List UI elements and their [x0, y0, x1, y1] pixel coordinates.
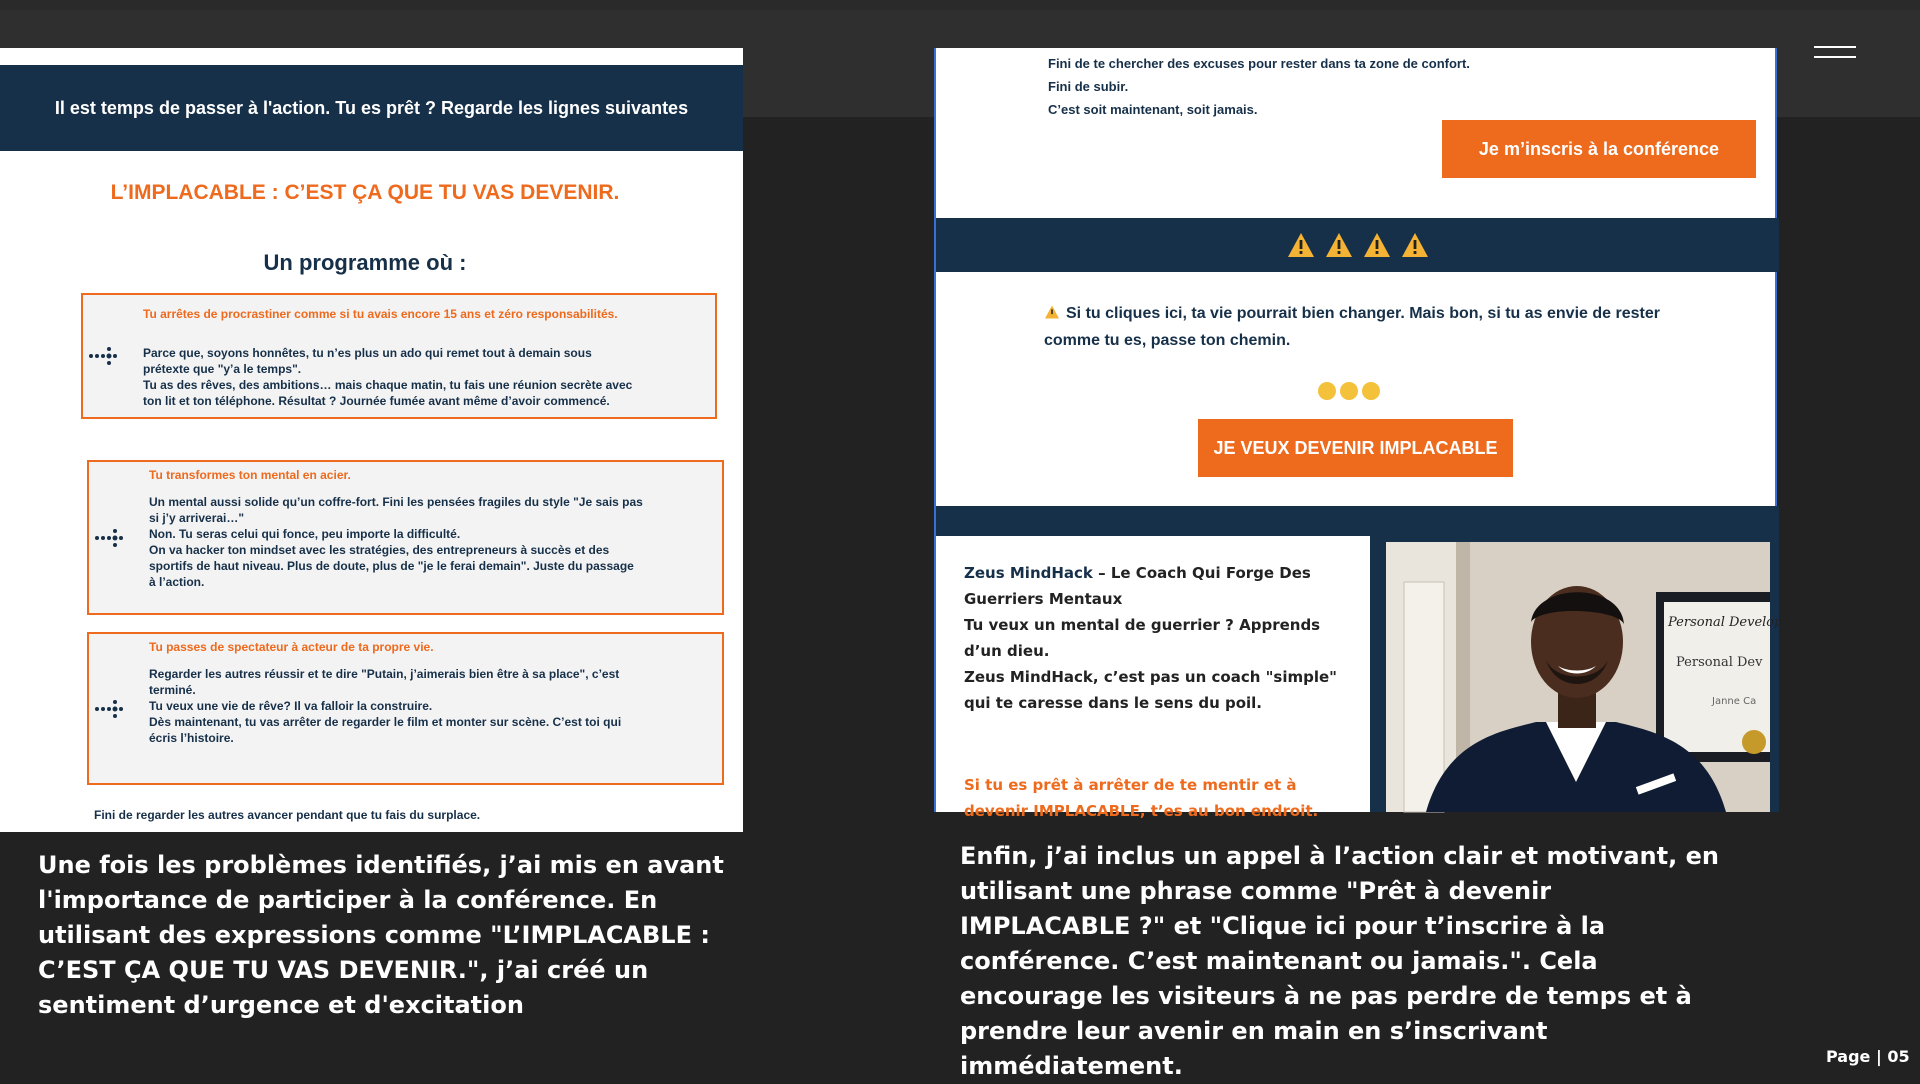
- card-title: Tu arrêtes de procrastiner comme si tu avais encore 15 ans et zéro responsabilités.: [143, 307, 618, 321]
- bio-text: [964, 560, 1359, 716]
- card-body: Un mental aussi solide qu’un coffre-fort. Fini les pensées fragiles du style "Je sais pas si j’y arriverai…" Non. Tu seras celui qui fonce, peu importe la difficulté. On va hacker ton mindset avec les stratégies, des entrepreneurs à succès et des sportifs de haut niveau. Plus de doute, plus de "je le ferai demain". Juste du passage à l’action.: [149, 495, 643, 589]
- caption-right: Enfin, j’ai inclus un appel à l’action clair et motivant, en utilisant une phrase comme "Prêt à devenir IMPLACABLE ?" et "Clique ici pour t’inscrire à la conférence. C’est maintenant ou jamais.". Cela encourage les visiteurs à ne pas perdre de temps et à prendre leur avenir en main en s’inscrivant immédiatement.: [960, 842, 1719, 1080]
- become-implacable-button[interactable]: JE VEUX DEVENIR IMPLACABLE: [1198, 419, 1513, 477]
- bio-line: Tu veux un mental de guerrier ? Apprends d’un dieu.: [964, 616, 1321, 660]
- warning-icon: [1287, 232, 1315, 258]
- landing-page-screenshot-right: [934, 48, 1783, 820]
- dots-icon: [87, 344, 125, 368]
- top-strip: [0, 0, 1920, 10]
- motivation-lines: Fini de te chercher des excuses pour rester dans ta zone de confort. Fini de subir. C’est soit maintenant, soit jamais.: [1048, 56, 1470, 117]
- register-button[interactable]: Je m’inscris à la conférence: [1442, 120, 1756, 178]
- warning-text: [1044, 300, 1684, 354]
- warning-text-content: Si tu cliques ici, ta vie pourrait bien changer. Mais bon, si tu as envie de rester comme tu es, passe ton chemin.: [1044, 305, 1660, 349]
- dots-icon: [93, 526, 131, 550]
- bio-cta: Si tu es prêt à arrêter de te mentir et à devenir IMPLACABLE, t’es au bon endroit.: [964, 776, 1319, 820]
- warning-icon: [1044, 305, 1060, 319]
- certificate-subtitle: Personal Dev: [1676, 655, 1763, 670]
- certificate-title: Personal Develop: [1668, 615, 1783, 630]
- coach-name: Zeus MindHack: [964, 564, 1093, 582]
- coach-photo: [1386, 542, 1783, 812]
- dots-icon: [93, 697, 131, 721]
- certificate-name: Janne Ca: [1712, 696, 1757, 707]
- programme-title: Un programme où :: [263, 250, 467, 275]
- card-body: Regarder les autres réussir et te dire "Putain, j’aimerais bien être à sa place", c’est terminé. Tu veux une vie de rêve? Il va falloir la construire. Dès maintenant, tu vas arrêter de regarder le film et monter sur scène. C’est toi qui écris l’histoire.: [149, 667, 622, 745]
- warning-icon: [1401, 232, 1429, 258]
- programme-card-1: [81, 293, 717, 419]
- coach-headline: – Le Coach Qui Forge Des Guerriers Mentaux: [964, 564, 1311, 608]
- cta-header: Il est temps de passer à l'action. Tu es prêt ? Regarde les lignes suivantes: [0, 65, 743, 151]
- bio-line: Zeus MindHack, c’est pas un coach "simple" qui te caresse dans le sens du poil.: [964, 668, 1337, 712]
- coach-photo-illustration: [1386, 542, 1783, 812]
- pointing-down-icon: [1340, 382, 1358, 400]
- programme-card-2: [87, 460, 724, 615]
- footnote: Fini de regarder les autres avancer pendant que tu fais du surplace.: [94, 808, 481, 822]
- warning-band: [936, 218, 1779, 272]
- caption-left: Une fois les problèmes identifiés, j’ai mis en avant l'importance de participer à la conférence. En utilisant des expressions comme "L’IMPLACABLE : C’EST ÇA QUE TU VAS DEVENIR.", j’ai créé un sentiment d’urgence et d'excitation: [38, 851, 724, 1019]
- card-title: Tu passes de spectateur à acteur de ta propre vie.: [149, 640, 434, 654]
- page-number: Page | 05: [1826, 1047, 1910, 1066]
- pointing-down-icon: [1318, 382, 1336, 400]
- programme-card-3: [87, 632, 724, 785]
- warning-icon: [1363, 232, 1391, 258]
- coach-bio: [936, 536, 1370, 820]
- card-body: Parce que, soyons honnêtes, tu n’es plus un ado qui remet tout à demain sous prétexte que "y’a le temps". Tu as des rêves, des ambitions… mais chaque matin, tu fais une réunion secrète avec ton lit et ton téléphone. Résultat ? Journée fumée avant même d’avoir commencé.: [143, 346, 633, 408]
- card-title: Tu transformes ton mental en acier.: [149, 468, 351, 482]
- implacable-title: L’IMPLACABLE : C’EST ÇA QUE TU VAS DEVENIR.: [110, 181, 620, 204]
- menu-icon[interactable]: [1812, 42, 1858, 62]
- pointing-down-icon: [1362, 382, 1380, 400]
- warning-icon: [1325, 232, 1353, 258]
- landing-page-screenshot-left: [0, 48, 743, 832]
- pointing-down-icons: [1318, 382, 1380, 400]
